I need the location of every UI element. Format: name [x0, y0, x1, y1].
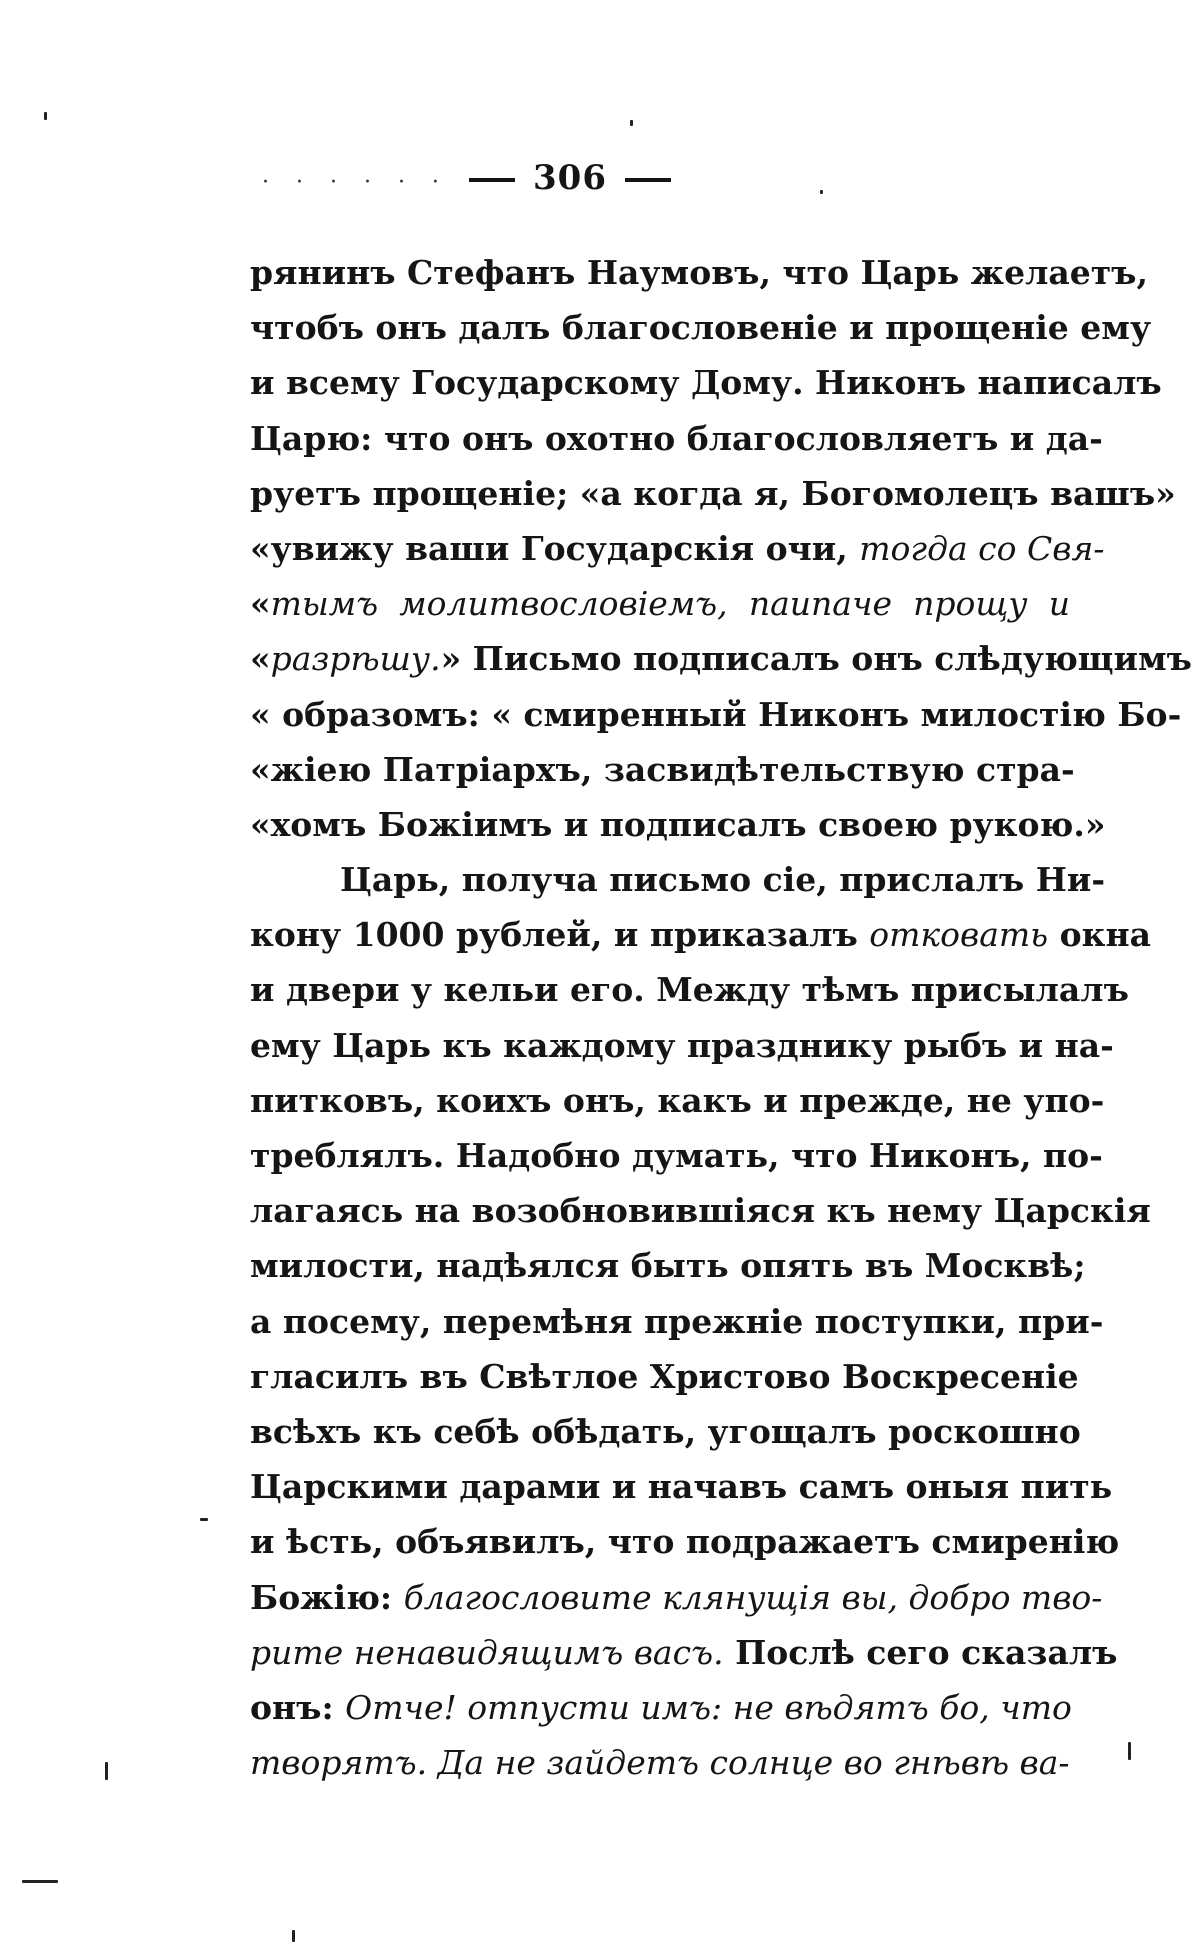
text-line: Царь, получа письмо сіе, прислалъ Ни- — [340, 860, 1106, 900]
text-line: треблялъ. Надобно думать, что Никонъ, по- — [250, 1136, 1103, 1175]
text-line: «жіею Патріархъ, засвидѣтельствую стра- — [250, 749, 1075, 789]
text-line: и всему Государскому Дому. Никонъ написалъ — [250, 363, 1162, 403]
scan-speck — [200, 1518, 208, 1521]
text-line: онъ: Отче! отпусти имъ: не вѣдятъ бо, что — [250, 1687, 1072, 1727]
text-line: рянинъ Стефанъ Наумовъ, что Царь желаетъ, — [250, 253, 1148, 292]
text-line: всѣхъ къ себѣ обѣдать, угощалъ роскошно — [250, 1411, 1081, 1451]
scan-speck — [630, 120, 633, 126]
text-line: Царскими дарами и начавъ самъ оныя пить — [250, 1467, 1113, 1507]
printing-specks: · · · · · · — [262, 170, 449, 195]
text-line: рите ненавидящимъ васъ. Послѣ сего сказалъ — [250, 1632, 1118, 1672]
text-line: кону 1000 рублей, и приказалъ отковать окна — [250, 915, 1152, 955]
text-line: питковъ, коихъ онъ, какъ и прежде, не упо- — [250, 1080, 1105, 1120]
header-dash-right — [625, 178, 671, 182]
text-line: лагаясь на возобновившіяся къ нему Царскія — [250, 1191, 1151, 1231]
header-dash-left — [469, 178, 515, 182]
scan-speck — [1128, 1742, 1131, 1760]
text-line: « образомъ: « смиренный Никонъ милостію Бо- — [250, 694, 1182, 734]
text-line: Царю: что онъ охотно благословляетъ и да- — [250, 418, 1103, 458]
text-line: а посему, перемѣня прежніе поступки, при- — [250, 1301, 1104, 1341]
text-line: «увижу ваши Государскія очи, тогда со Свя- — [250, 528, 1105, 568]
page-header — [0, 158, 1140, 198]
scan-speck — [820, 190, 823, 194]
scan-speck — [22, 1880, 58, 1883]
scan-speck — [292, 1930, 295, 1942]
text-line: «тымъ молитвословіемъ, паипаче прощу и — [250, 584, 1070, 624]
text-line: Божію: благословите клянущія вы, добро тво- — [250, 1577, 1103, 1617]
text-line: и двери у кельи его. Между тѣмъ присылалъ — [250, 970, 1129, 1010]
scan-speck — [105, 1762, 108, 1780]
body-text — [250, 245, 1192, 1790]
text-line: «разрѣшу.» Письмо подписалъ онъ слѣдующимъ — [250, 639, 1192, 679]
scan-speck — [44, 112, 47, 120]
text-line: руетъ прощеніе; «а когда я, Богомолецъ вашъ» — [250, 473, 1176, 513]
text-line: гласилъ въ Свѣтлое Христово Воскресеніе — [250, 1356, 1079, 1396]
text-line: ему Царь къ каждому празднику рыбъ и на- — [250, 1025, 1114, 1065]
text-line: милости, надѣялся быть опять въ Москвѣ; — [250, 1246, 1086, 1286]
text-line: творятъ. Да не зайдетъ солнце во гнѣвѣ ва- — [250, 1743, 1070, 1783]
text-line: чтобъ онъ далъ благословеніе и прощеніе ему — [250, 308, 1152, 348]
text-line: «хомъ Божіимъ и подписалъ своею рукою.» — [250, 804, 1106, 844]
text-line: и ѣсть, объявилъ, что подражаетъ смиренію — [250, 1522, 1120, 1562]
page-number: 306 — [533, 158, 607, 198]
